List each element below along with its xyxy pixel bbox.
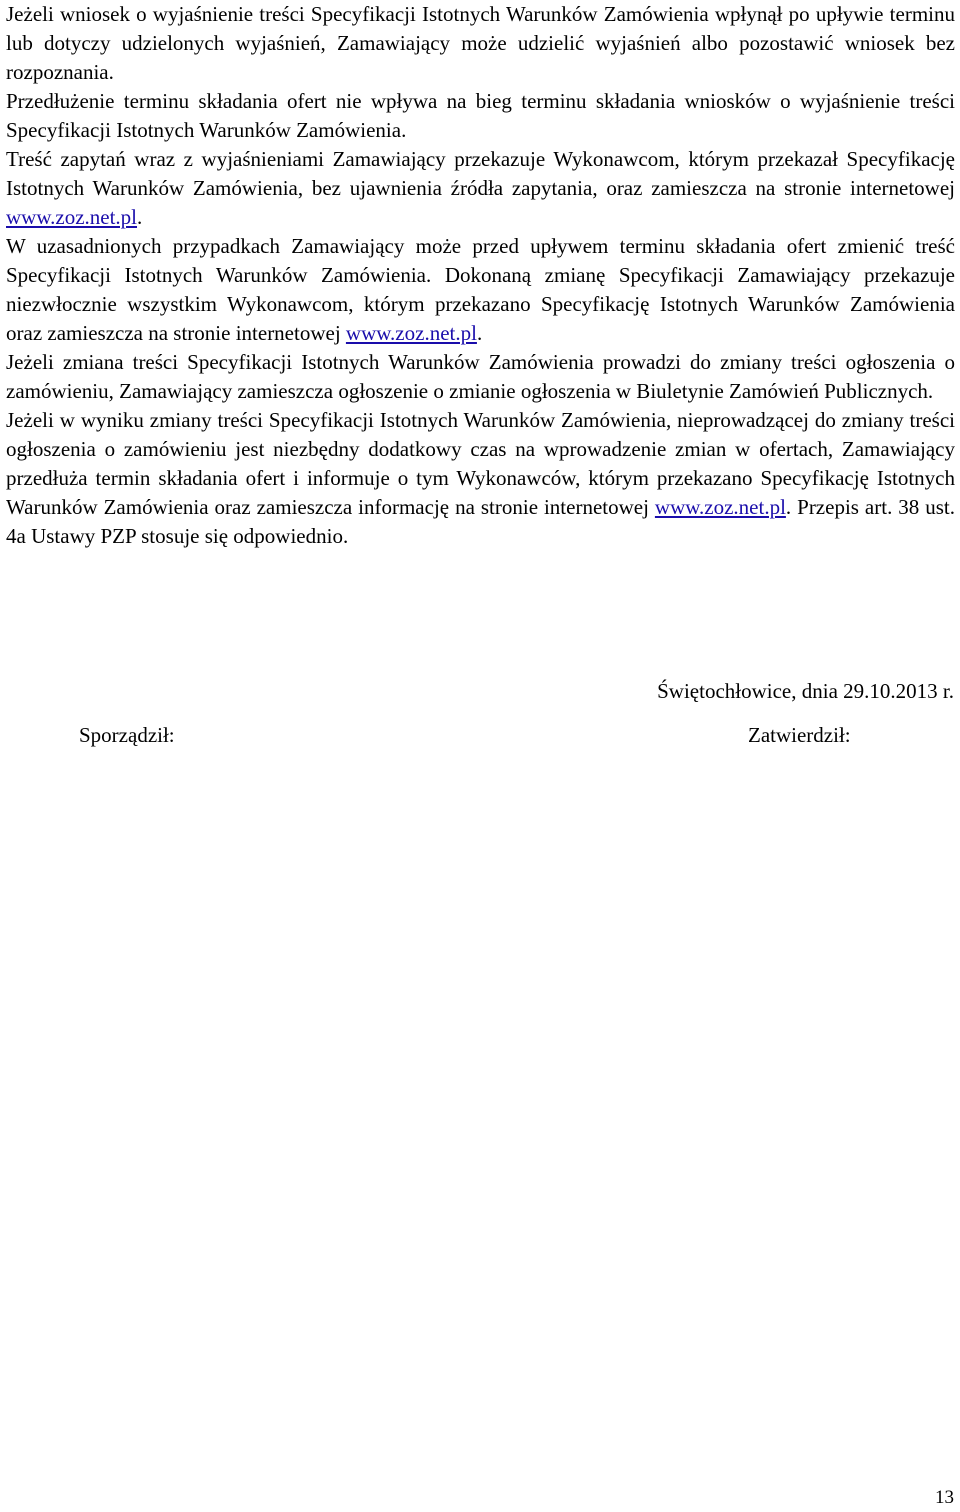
paragraph-text: Jeżeli w wyniku zmiany treści Specyfikacji Istotnych Warunków Zamówienia, nieprowadzącej do zmiany treści ogłoszenia o zamówieniu jest niezbędny dodatkowy czas na wprowadzenie zmian w ofertach, Zamawiający przedłuża termin składania ofert i informuje o tym Wykonawców, którym przekazano Specyfikację Istotnych Warunków Zamówienia oraz zamieszcza informację na stronie internetowej [6, 408, 955, 519]
paragraph-text-end: . Przepis art. 38 ust. 4a Ustawy PZP stosuje się odpowiednio. [6, 495, 956, 548]
paragraph-text: Treść zapytań wraz z wyjaśnieniami Zamawiający przekazuje Wykonawcom, którym przekazał Specyfikację Istotnych Warunków Zamówienia, bez ujawnienia źródła zapytania, oraz zamieszcza na stronie internetowej [6, 147, 955, 200]
website-link[interactable]: www.zoz.net.pl [654, 495, 786, 519]
paragraph-text-end: . [476, 321, 483, 345]
website-link[interactable]: www.zoz.net.pl [6, 205, 138, 229]
paragraph-text-end: . [137, 205, 143, 229]
approved-by-label: Zatwierdził: [748, 723, 851, 747]
paragraph-questions-answers [6, 145, 955, 232]
prepared-by-label: Sporządził: [79, 723, 175, 747]
paragraph-additional-time [6, 406, 955, 551]
place-and-date: Świętochłowice, dnia 29.10.2013 r. [657, 679, 954, 703]
paragraph-deadline-extension: Przedłużenie terminu składania ofert nie wpływa na bieg terminu składania wniosków o wyjaśnienie treści Specyfikacji Istotnych Warunków Zamówienia. [6, 89, 955, 142]
document-body [6, 0, 955, 551]
paragraph-notice-change: Jeżeli zmiana treści Specyfikacji Istotnych Warunków Zamówienia prowadzi do zmiany treści ogłoszenia o zamówieniu, Zamawiający zamieszcza ogłoszenie o zmianie ogłoszenia w Biuletynie Zamówień Publicznych. [6, 350, 955, 403]
page-number: 13 [935, 1487, 954, 1508]
paragraph-text: W uzasadnionych przypadkach Zamawiający może przed upływem terminu składania ofert zmienić treść Specyfikacji Istotnych Warunków Zamówienia. Dokonaną zmianę Specyfikacji Zamawiający przekazuje niezwłocznie wszystkim Wykonawcom, którym przekazano Specyfikację Istotnych Warunków Zamówienia oraz zamieszcza na stronie internetowej [6, 234, 955, 345]
website-link[interactable]: www.zoz.net.pl [345, 321, 477, 345]
paragraph-clarification-late-request: Jeżeli wniosek o wyjaśnienie treści Specyfikacji Istotnych Warunków Zamówienia wpłynął po upływie terminu lub dotyczy udzielonych wyjaśnień, Zamawiający może udzielić wyjaśnień albo pozostawić wniosek bez rozpoznania. [6, 2, 955, 84]
paragraph-specification-change [6, 232, 955, 348]
